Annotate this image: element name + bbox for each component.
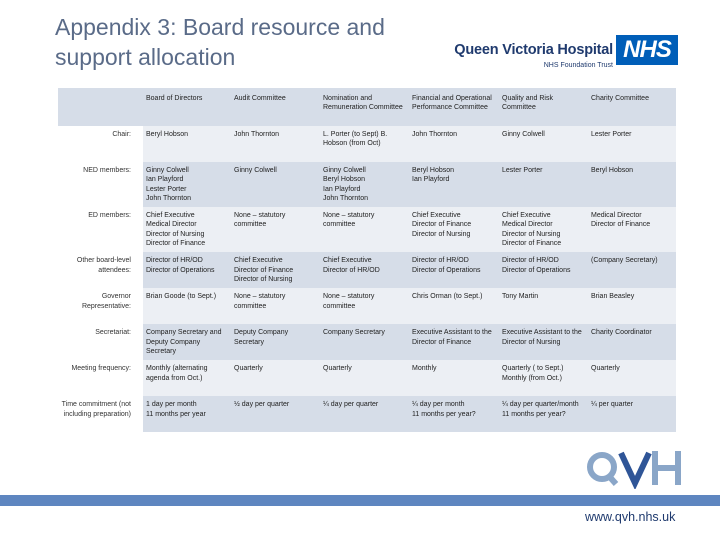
column-header: Board of Directors (143, 88, 231, 126)
cell-line: Chief Executive (412, 212, 461, 220)
cell-line: Ian Playford (146, 176, 184, 184)
cell-line: Chief Executive (502, 212, 551, 220)
table-cell (409, 162, 499, 207)
cell-line: Brian Beasley (591, 293, 635, 301)
table-cell (143, 252, 231, 288)
cell-line: John Thornton (412, 131, 458, 138)
table-cell (588, 207, 676, 252)
row-label: Chair: (112, 131, 131, 138)
cell-line: Executive Assistant to the Director of Nursing (502, 329, 582, 346)
row-label: Other board-level attendees: (76, 257, 131, 274)
table-cell (499, 324, 588, 360)
table-cell (143, 360, 231, 396)
table-cell (320, 126, 409, 162)
cell-line: Director of Finance (412, 221, 472, 229)
table-row (58, 360, 676, 396)
cell-line: Chief Executive (323, 257, 372, 265)
table-cell (499, 207, 588, 252)
cell-line: Ginny Colwell (146, 167, 189, 174)
cell-line: 11 months per year? (412, 410, 476, 418)
column-header: Audit Committee (231, 88, 320, 126)
cell-line: Ian Playford (323, 185, 361, 193)
row-label: Governor Representative: (81, 293, 131, 310)
cell-line: None – statutory committee (234, 293, 286, 310)
table-cell (499, 126, 588, 162)
table-cell (143, 396, 231, 432)
cell-line: Director of HR/OD (502, 257, 559, 265)
cell-line: Director of Nursing (412, 230, 471, 238)
table-cell (499, 396, 588, 432)
website-url: www.qvh.nhs.uk (585, 510, 676, 524)
cell-line: Monthly (from Oct.) (502, 374, 562, 382)
nhs-logo: NHS (616, 35, 678, 65)
cell-line: Director of Nursing (502, 230, 561, 238)
row-label: NED members: (83, 167, 131, 174)
cell-line: Monthly (alternating agenda from Oct.) (146, 365, 208, 382)
cell-line: Ginny Colwell (323, 167, 366, 174)
cell-line: Tony Martin (502, 293, 539, 301)
footer-bar (0, 495, 720, 506)
cell-line: Director of HR/OD (146, 257, 203, 265)
cell-line: Director of Finance (234, 266, 294, 274)
table-cell (588, 126, 676, 162)
cell-line: Ginny Colwell (234, 167, 277, 174)
column-header: Nomination and Remuneration Committee (320, 88, 409, 126)
table-cell (231, 252, 320, 288)
cell-line: None – statutory committee (323, 212, 375, 229)
cell-line: Medical Director (146, 221, 197, 229)
cell-line: Company Secretary (323, 329, 385, 337)
cell-line: Ian Playford (412, 176, 450, 184)
cell-line: 11 months per year (146, 410, 206, 418)
cell-line: ¼ day per quarter (323, 401, 379, 409)
table-cell (409, 252, 499, 288)
table-cell (409, 396, 499, 432)
cell-line: ¼ day per month (412, 401, 465, 409)
table-cell (320, 360, 409, 396)
hospital-subtitle: NHS Foundation Trust (543, 62, 613, 69)
cell-line: Monthly (412, 365, 437, 373)
table-cell (409, 126, 499, 162)
table-cell (588, 396, 676, 432)
table-row (58, 288, 676, 324)
table-cell (320, 162, 409, 207)
header-row (58, 88, 676, 126)
cell-line: Beryl Hobson (591, 167, 634, 174)
cell-line: Director of Finance (591, 221, 651, 229)
cell-line: Company Secretary and Deputy Company Secretary (146, 329, 222, 355)
cell-line: Director of HR/OD (412, 257, 469, 265)
table-cell (499, 162, 588, 207)
table-cell (231, 126, 320, 162)
cell-line: (Company Secretary) (591, 257, 658, 265)
table-row (58, 162, 676, 207)
table-cell (409, 324, 499, 360)
table-row (58, 324, 676, 360)
cell-line: Executive Assistant to the Director of Finance (412, 329, 492, 346)
table-cell (588, 324, 676, 360)
table-cell (231, 288, 320, 324)
row-label: Meeting frequency: (71, 365, 131, 373)
table-cell (409, 207, 499, 252)
row-label: Secretariat: (95, 329, 131, 337)
cell-line: Director of Operations (502, 266, 571, 274)
table-cell (320, 207, 409, 252)
cell-line: Director of Nursing (234, 275, 293, 283)
cell-line: John Thornton (146, 194, 192, 202)
table-cell (588, 360, 676, 396)
row-label: ED members: (88, 212, 131, 220)
table-cell (588, 288, 676, 324)
hospital-logo (453, 42, 613, 69)
cell-line: Charity Coordinator (591, 329, 652, 337)
cell-line: Chief Executive (146, 212, 195, 220)
cell-line: Beryl Hobson (412, 167, 455, 174)
cell-line: Director of Nursing (146, 230, 205, 238)
table-row (58, 252, 676, 288)
table-cell (320, 396, 409, 432)
table-cell (588, 162, 676, 207)
cell-line: Quarterly ( to Sept.) (502, 365, 564, 373)
table-cell (320, 288, 409, 324)
row-label: Time commitment (not including preparation) (61, 401, 131, 418)
table-row (58, 126, 676, 162)
table-cell (231, 360, 320, 396)
table-cell (143, 126, 231, 162)
cell-line: John Thornton (234, 131, 280, 138)
cell-line: None – statutory committee (234, 212, 286, 229)
table-cell (143, 288, 231, 324)
column-header: Charity Committee (588, 88, 676, 126)
page-title: Appendix 3: Board resource and support allocation (55, 14, 385, 70)
cell-line: Brian Goode (to Sept.) (146, 293, 217, 301)
table-cell (499, 360, 588, 396)
table-cell (499, 288, 588, 324)
column-header: Financial and Operational Performance Committee (409, 88, 499, 126)
table-cell (320, 252, 409, 288)
cell-line: L. Porter (to Sept) B. Hobson (from Oct) (323, 131, 388, 148)
cell-line: Quarterly (234, 365, 263, 373)
table-cell (499, 252, 588, 288)
cell-line: Lester Porter (591, 131, 632, 138)
cell-line: None – statutory committee (323, 293, 375, 310)
allocation-table (58, 88, 676, 432)
table-cell (231, 162, 320, 207)
cell-line: ¼ per quarter (591, 401, 634, 409)
cell-line: Lester Porter (502, 167, 543, 174)
cell-line: Quarterly (591, 365, 620, 373)
cell-line: Director of Finance (146, 240, 206, 248)
cell-line: Deputy Company Secretary (234, 329, 289, 346)
cell-line: Quarterly (323, 365, 352, 373)
table-cell (231, 207, 320, 252)
cell-line: Ginny Colwell (502, 131, 545, 138)
cell-line: John Thornton (323, 194, 369, 202)
table-cell (588, 252, 676, 288)
table-cell (409, 360, 499, 396)
cell-line: Chief Executive (234, 257, 283, 265)
cell-line: Chris Orman (to Sept.) (412, 293, 483, 301)
table-row (58, 396, 676, 432)
cell-line: Director of Operations (412, 266, 481, 274)
cell-line: Medical Director (591, 212, 642, 220)
cell-line: Lester Porter (146, 185, 187, 193)
table-cell (320, 324, 409, 360)
cell-line: ¼ day per quarter/month (502, 401, 579, 409)
cell-line: 1 day per month (146, 401, 197, 409)
hospital-name: Queen Victoria Hospital (454, 42, 613, 58)
table-row (58, 207, 676, 252)
cell-line: ½ day per quarter (234, 401, 290, 409)
cell-line: Beryl Hobson (146, 131, 189, 138)
cell-line: Medical Director (502, 221, 553, 229)
cell-line: 11 months per year? (502, 410, 566, 418)
cell-line: Beryl Hobson (323, 176, 366, 184)
table-cell (143, 324, 231, 360)
cell-line: Director of Operations (146, 266, 215, 274)
qvh-monogram-icon (585, 445, 685, 489)
table-cell (409, 288, 499, 324)
table-cell (143, 162, 231, 207)
column-header: Quality and Risk Committee (499, 88, 588, 126)
cell-line: Director of Finance (502, 240, 562, 248)
table-cell (231, 396, 320, 432)
table-cell (231, 324, 320, 360)
table-cell (143, 207, 231, 252)
corner-cell (58, 88, 143, 126)
cell-line: Director of HR/OD (323, 266, 380, 274)
